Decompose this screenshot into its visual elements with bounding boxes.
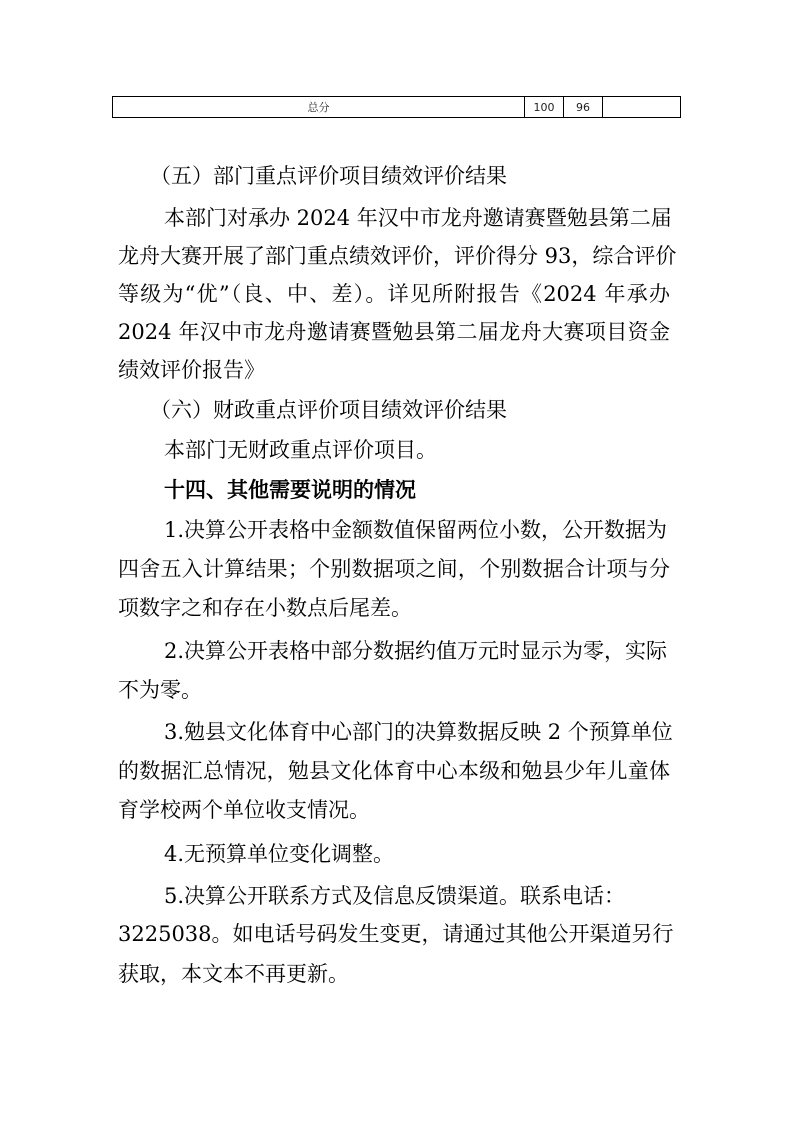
total-score-label: 总分 [113, 97, 525, 118]
paragraph-line: 4.无预算单位变化调整。 [164, 842, 395, 866]
section-heading-six: （六）财政重点评价项目绩效评价结果 [150, 398, 507, 422]
paragraph-line: 3225038。如电话号码发生变更，请通过其他公开渠道另行 [118, 922, 674, 946]
paragraph-line: 不为零。 [118, 678, 202, 702]
score-summary-table [112, 96, 681, 118]
paragraph-line: 龙舟大赛开展了部门重点绩效评价，评价得分 93，综合评价 [118, 244, 677, 268]
table-row [113, 97, 681, 118]
score-value: 96 [564, 97, 603, 118]
paragraph-line: 育学校两个单位收支情况。 [118, 798, 370, 822]
paragraph-line: 项数字之和存在小数点后尾差。 [118, 596, 412, 620]
section-heading-five: （五）部门重点评价项目绩效评价结果 [150, 164, 507, 188]
paragraph-line: 获取，本文本不再更新。 [118, 962, 349, 986]
paragraph-line: 2024 年汉中市龙舟邀请赛暨勉县第二届龙舟大赛项目资金 [118, 320, 670, 344]
chapter-heading-fourteen: 十四、其他需要说明的情况 [164, 478, 416, 502]
paragraph-line: 3.勉县文化体育中心部门的决算数据反映 2 个预算单位 [164, 720, 673, 744]
full-score-value: 100 [525, 97, 564, 118]
paragraph-line: 5.决算公开联系方式及信息反馈渠道。联系电话： [164, 884, 626, 908]
paragraph-line: 的数据汇总情况，勉县文化体育中心本级和勉县少年儿童体 [118, 759, 670, 783]
paragraph-line: 1.决算公开表格中金额数值保留两位小数，公开数据为 [164, 518, 668, 542]
paragraph-line: 等级为“优”（良、中、差）。详见所附报告《2024 年承办 [118, 282, 670, 306]
paragraph-line: 本部门对承办 2024 年汉中市龙舟邀请赛暨勉县第二届 [164, 206, 672, 230]
note-cell [603, 97, 681, 118]
paragraph-line: 绩效评价报告》 [118, 358, 265, 382]
paragraph-line: 本部门无财政重点评价项目。 [164, 438, 437, 462]
paragraph-line: 四舍五入计算结果；个别数据项之间，个别数据合计项与分 [118, 557, 670, 581]
paragraph-line: 2.决算公开表格中部分数据约值万元时显示为零，实际 [164, 639, 668, 663]
